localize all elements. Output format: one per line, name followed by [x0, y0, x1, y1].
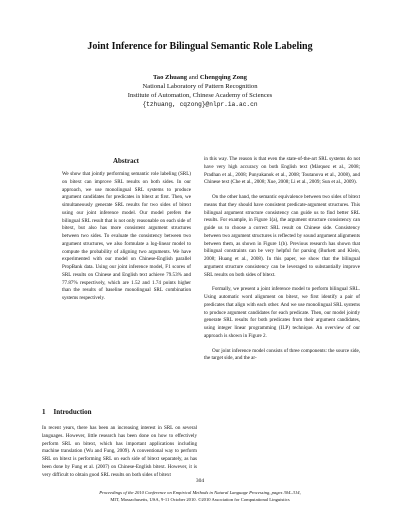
proceedings-footer: [0, 490, 400, 503]
author-email: {tzhuang, cqzong}@nlpr.ia.ac.cn: [142, 101, 258, 108]
author-names: [0, 73, 400, 82]
body-paragraph: On the other hand, the semantic equivalence between two sides of bitext means that they should have consistent predicate-argument structures. This bilingual argument structure consistency can guide us to find better SRL results. For example, in Figure 1(a), the argument structure consistency can guide us to choose a correct SRL result on Chinese side. Consistency between two argument structures is reflected by sound argument alignments between them, as shown in Figure 1(b). Previous research has shown that bilingual constraints can be very helpful for parsing (Burkett and Klein, 2008; Huang et al., 2008). In this paper, we show that the bilingual argument structure consistency can be leveraged to substantially improve SRL results on both sides of bitext.: [204, 194, 360, 278]
affiliation-line: Institute of Automation, Chinese Academy of Sciences: [127, 92, 273, 99]
affiliation-line: National Laboratory of Pattern Recognition: [142, 83, 258, 90]
author-name: Chengqing Zong: [199, 74, 247, 81]
footer-line: MIT, Massachusetts, USA, 9-11 October 2010. ©2010 Association for Computational Linguistics: [110, 496, 290, 502]
author-block: [0, 73, 400, 109]
section-title: Introduction: [53, 408, 92, 416]
body-paragraph: Formally, we present a joint inference model to perform bilingual SRL. Using automatic word alignment on bitext, we first identify a pair of predicates that align with each other. And we use monolingual SRL systems to produce argument candidates for each predicate. Then, our model jointly generate SRL results for both predicates from their argument candidates, using integer linear programming (ILP) technique. An overview of our approach is shown in Figure 2.: [204, 286, 360, 339]
abstract-heading: Abstract: [112, 157, 140, 165]
introduction-text: In recent years, there has been an increasing interest in SRL on several languages. However, little research has been done on how to effectively perform SRL on bitext, which has important applications including machine translation (Wu and Fung, 2009). A conventional way to perform SRL on bitext is performing SRL on each side of bitext separately, as has been done by Fung et al. (2007) on Chinese-English bitext. However, it is very difficult to obtain good SRL results on both sides of bitext: [42, 425, 197, 478]
right-column: [204, 156, 360, 500]
section-number: 1: [42, 408, 46, 416]
page-number: 304: [195, 478, 205, 484]
author-name: Tao Zhuang: [153, 74, 188, 81]
paper-title: Joint Inference for Bilingual Semantic Role Labeling: [87, 41, 313, 52]
abstract-text: We show that jointly performing semantic role labeling (SRL) on bitext can improve SRL results on both sides. In our approach, we use monolingual SRL systems to produce argument candidates for predicates in bitext at first. Then, we simultaneously generate SRL results for two sides of bitext using our joint inference model. Our model prefers the bilingual SRL result that is not only reasonable on each side of bitext, but also has more consistent argument structures between two sides. To evaluate the consistency between two argument structures, we also formulate a log-linear model to compute the probability of aligning two arguments. We have experimented with our model on Chinese-English parallel PropBank data. Using our joint inference model, F1 scores of SRL results on Chinese and English text achieve 79.53% and 77.87% respectively, which are 1.52 and 1.74 points higher than the results of baseline monolingual SRL combination systems respectively.: [62, 171, 191, 301]
body-paragraph: Our joint inference model consists of three components: the source side, the target side, and the ar-: [204, 347, 360, 362]
section-heading-introduction: [42, 408, 92, 416]
author-conjunction: and: [188, 74, 199, 81]
body-paragraph: in this way. The reason is that even the state-of-the-art SRL systems do not have very high accuracy on both English text (Màrquez et al., 2008; Pradhan et al., 2008; Punyakanok et al., 2008; Toutanova et al., 2008), and Chinese text (Che et al., 2008; Xue, 2008; Li et al., 2009; Sun et al., 2009).: [204, 156, 360, 186]
footer-line: Proceedings of the 2010 Conference on Empirical Methods in Natural Language Processing, pages 304–314,: [99, 490, 301, 495]
